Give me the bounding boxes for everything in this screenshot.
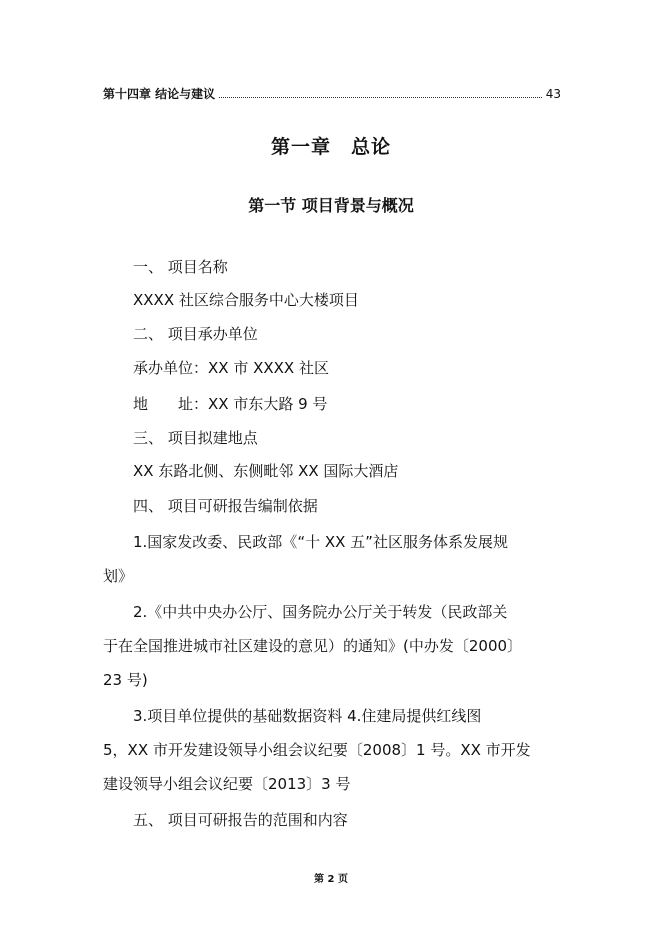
toc-entry[interactable]: [103, 86, 561, 102]
address-text: 地 址：XX 市东大路 9 号: [133, 395, 328, 413]
undertaking-unit-text: 承办单位：XX 市 XXXX 社区: [133, 359, 329, 377]
heading-compilation-basis: 四、 项目可研报告编制依据: [133, 497, 318, 515]
page-number: 第 2 页: [314, 874, 348, 885]
section-title: 第一节 项目背景与概况: [248, 196, 414, 215]
project-name-text: XXXX 社区综合服务中心大楼项目: [133, 291, 359, 309]
basis-item-3-line-3: 建设领导小组会议纪要〔2013〕3 号: [103, 775, 351, 793]
toc-entry-page: 43: [545, 87, 561, 101]
basis-item-2-line-2: 于在全国推进城市社区建设的意见）的通知》(中办发〔2000〕: [103, 637, 523, 655]
basis-item-2-line-3: 23 号): [103, 671, 148, 689]
heading-scope-content: 五、 项目可研报告的范围和内容: [133, 811, 348, 829]
basis-item-1-line-2: 划》: [103, 567, 134, 585]
basis-item-3-line-1: 3.项目单位提供的基础数据资料 4.住建局提供红线图: [133, 707, 482, 725]
heading-site-location: 三、 项目拟建地点: [133, 429, 258, 447]
heading-undertaking-unit: 二、 项目承办单位: [133, 325, 258, 343]
toc-entry-title: 第十四章 结论与建议: [103, 87, 216, 101]
basis-item-2-line-1: 2.《中共中央办公厅、国务院办公厅关于转发（民政部关: [133, 603, 508, 621]
basis-item-1-line-1: 1.国家发改委、民政部《“十 XX 五”社区服务体系发展规: [133, 533, 508, 551]
chapter-title: 第一章 总论: [270, 136, 391, 158]
toc-dot-leader: [219, 87, 542, 98]
site-location-text: XX 东路北侧、东侧毗邻 XX 国际大酒店: [133, 462, 399, 480]
heading-project-name: 一、 项目名称: [133, 258, 228, 276]
basis-item-3-line-2: 5，XX 市开发建设领导小组会议纪要〔2008〕1 号。XX 市开发: [103, 741, 531, 759]
